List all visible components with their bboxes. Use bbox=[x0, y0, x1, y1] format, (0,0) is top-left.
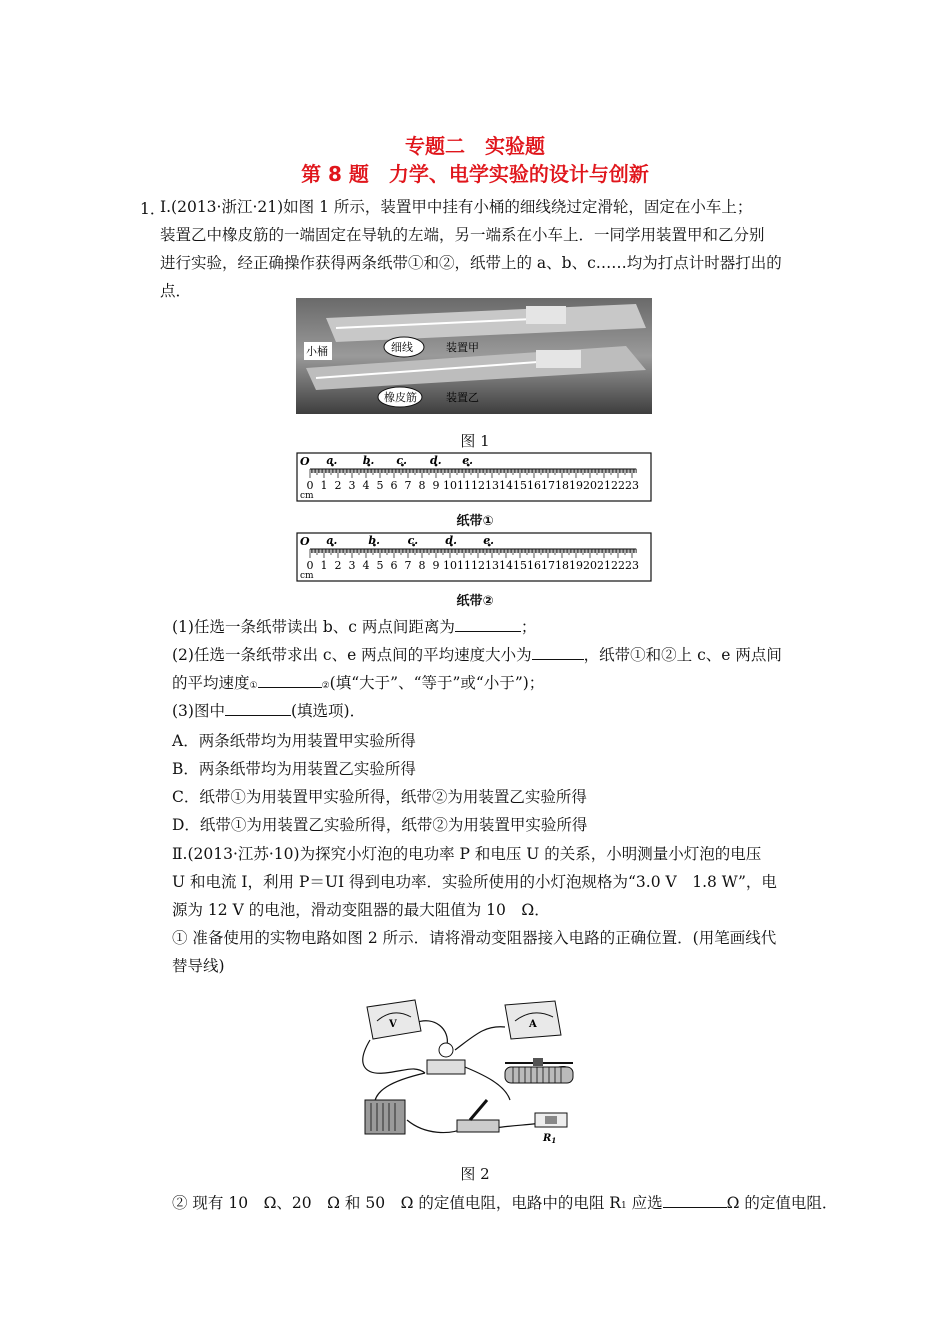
tape2-tick-label: 3 bbox=[348, 559, 356, 572]
tape2-point-label: c. bbox=[407, 534, 419, 547]
part2-line2: U 和电流 I，利用 P＝UI 得到电功率．实验所使用的小灯泡规格为“3.0 V 1.8 W”，电 bbox=[172, 873, 777, 891]
tape1-tick-label: 8 bbox=[418, 479, 426, 492]
part1-line2: 装置乙中橡皮筋的一端固定在导轨的左端，另一端系在小车上．一同学用装置甲和乙分别 bbox=[160, 226, 765, 244]
tape1-caption: 纸带① bbox=[456, 514, 494, 529]
sub-question-2 bbox=[172, 645, 782, 665]
option-b: B．两条纸带均为用装置乙实验所得 bbox=[172, 760, 416, 778]
tape2-point-label: e. bbox=[483, 534, 495, 547]
tape1-tick-label: 7 bbox=[404, 479, 412, 492]
part1-line3: 进行实验，经正确操作获得两条纸带①和②，纸带上的 a、b、c……均为打点计时器打出的 bbox=[160, 254, 782, 272]
figure1-caption: 图 1 bbox=[460, 432, 490, 450]
tape2-tick-label: 9 bbox=[432, 559, 440, 572]
sub2-text-d: (填“大于”、“等于”或“小于”)； bbox=[329, 674, 545, 692]
tape1-point-label: a. bbox=[326, 454, 338, 467]
part1-line4: 点． bbox=[160, 282, 192, 300]
line6-text-a: ② 现有 10 Ω、20 Ω 和 50 Ω 的定值电阻，电路中的电阻 R bbox=[172, 1194, 621, 1212]
sub1-end: ； bbox=[520, 618, 537, 636]
section-title: 专题二 实验题 bbox=[405, 134, 545, 158]
tape2-tick-label: 17 bbox=[541, 559, 555, 572]
sub2-subscript-2: ② bbox=[321, 681, 330, 691]
tape2-point-label: d. bbox=[445, 534, 457, 547]
tape2-tick-label: 7 bbox=[404, 559, 412, 572]
part2-line3: 源为 12 V 的电池，滑动变阻器的最大阻值为 10 Ω． bbox=[172, 901, 550, 919]
sub3-text-b: (填选项)． bbox=[290, 702, 366, 720]
tape1-ruler bbox=[296, 452, 652, 502]
tape1-tick-label: 11 bbox=[457, 479, 471, 492]
option-a: A．两条纸带均为用装置甲实验所得 bbox=[172, 732, 416, 750]
tape2-origin: O bbox=[300, 535, 310, 548]
rheostat bbox=[505, 1058, 573, 1083]
tape1-point-label: d. bbox=[430, 454, 442, 467]
line6-text-c: Ω 的定值电阻． bbox=[726, 1194, 838, 1212]
tape1-tick-label: 19 bbox=[569, 479, 583, 492]
figure2-circuit bbox=[355, 995, 595, 1145]
tape2-tick-label: 12 bbox=[471, 559, 485, 572]
answer-blank-3[interactable] bbox=[258, 673, 322, 688]
tape1-tick-label: 18 bbox=[555, 479, 569, 492]
tape2-tick-label: 18 bbox=[555, 559, 569, 572]
tape2-frame bbox=[297, 533, 651, 581]
tape2-tick-label: 13 bbox=[485, 559, 499, 572]
label-string: 细线 bbox=[391, 341, 413, 354]
tape2-tick-label: 19 bbox=[569, 559, 583, 572]
tape1-tick-label: 13 bbox=[485, 479, 499, 492]
tape1-tick-label: 1 bbox=[320, 479, 328, 492]
tape1-tick-label: 6 bbox=[390, 479, 398, 492]
tape1-tick-label: 5 bbox=[376, 479, 384, 492]
sub2-subscript-1: ① bbox=[249, 681, 258, 691]
tape1-tick-label: 9 bbox=[432, 479, 440, 492]
label-bucket: 小桶 bbox=[306, 345, 328, 358]
tape2-tick-label: 0 bbox=[306, 559, 314, 572]
answer-blank-1[interactable] bbox=[455, 617, 521, 632]
option-d: D．纸带①为用装置乙实验所得，纸带②为用装置甲实验所得 bbox=[172, 816, 588, 834]
tape1-tick-label: 16 bbox=[527, 479, 541, 492]
tape1-tick-label: 21 bbox=[597, 479, 611, 492]
part2-line5: 替导线) bbox=[172, 957, 225, 975]
battery bbox=[365, 1100, 405, 1134]
sub-question-2-cont bbox=[172, 673, 544, 696]
tape1-tick-label: 23 bbox=[625, 479, 639, 492]
tape2-tick-label: 23 bbox=[625, 559, 639, 572]
option-c: C．纸带①为用装置甲实验所得，纸带②为用装置乙实验所得 bbox=[172, 788, 587, 806]
voltmeter-symbol: V bbox=[389, 1019, 397, 1030]
ammeter bbox=[505, 1001, 561, 1039]
ammeter-symbol: A bbox=[529, 1019, 537, 1030]
part2-line1: Ⅱ.(2013·江苏·10)为探究小灯泡的电功率 P 和电压 U 的关系，小明测量小灯泡的电压 bbox=[172, 845, 762, 863]
sub2-text-a: (2)任选一条纸带求出 c、e 两点间的平均速度大小为 bbox=[172, 646, 532, 664]
tape1-tick-label: 20 bbox=[583, 479, 597, 492]
part2-line6 bbox=[172, 1193, 837, 1216]
tape2-tick-label: 2 bbox=[334, 559, 342, 572]
switch bbox=[457, 1100, 499, 1132]
resistor-r1 bbox=[535, 1113, 567, 1145]
tape2-tick-label: 1 bbox=[320, 559, 328, 572]
tape2-tick-label: 14 bbox=[499, 559, 513, 572]
voltmeter bbox=[367, 1000, 421, 1039]
tape1-point-label: c. bbox=[396, 454, 407, 467]
tape1-tick-label: 10 bbox=[443, 479, 457, 492]
label-device-b: 装置乙 bbox=[446, 391, 479, 404]
lamp bbox=[427, 1043, 465, 1074]
sub2-text-b: ，纸带①和②上 c、e 两点间 bbox=[583, 646, 782, 664]
tape2-unit: cm bbox=[300, 571, 314, 581]
sub-question-3 bbox=[172, 701, 365, 721]
tape1-tick-label: 14 bbox=[499, 479, 513, 492]
sub-question-1 bbox=[172, 617, 536, 637]
label-device-a: 装置甲 bbox=[446, 341, 479, 354]
tape1-point-label: e. bbox=[462, 454, 474, 467]
tape1-tick-label: 12 bbox=[471, 479, 485, 492]
tape1-tick-label: 17 bbox=[541, 479, 555, 492]
tape2-tick-label: 20 bbox=[583, 559, 597, 572]
resistor-label: $R_1$ bbox=[543, 1133, 557, 1145]
tape2-tick-label: 15 bbox=[513, 559, 527, 572]
tape2-point-label: b. bbox=[368, 534, 380, 547]
tape1-tick-label: 0 bbox=[306, 479, 314, 492]
line6-subscript: 1 bbox=[620, 1201, 627, 1211]
tape1-frame bbox=[297, 453, 651, 501]
part1-line1: Ⅰ.(2013·浙江·21)如图 1 所示，装置甲中挂有小桶的细线绕过定滑轮，固定在小车上； bbox=[160, 198, 753, 216]
sub3-text-a: (3)图中 bbox=[172, 702, 225, 720]
part2-line4: ① 准备使用的实物电路如图 2 所示．请将滑动变阻器接入电路的正确位置．(用笔画线代 bbox=[172, 929, 777, 947]
tape2-point-label: a. bbox=[326, 534, 338, 547]
figure2-caption: 图 2 bbox=[460, 1165, 490, 1183]
figure1-photo bbox=[296, 298, 652, 414]
answer-blank-5[interactable] bbox=[663, 1193, 727, 1208]
label-band: 橡皮筋 bbox=[384, 391, 417, 404]
tape1-tick-label: 3 bbox=[348, 479, 356, 492]
tape1-tick-label: 22 bbox=[611, 479, 625, 492]
tape1-point-label: b. bbox=[362, 454, 375, 467]
tape1-origin: O bbox=[300, 455, 310, 468]
tape1-tick-label: 2 bbox=[334, 479, 342, 492]
tape2-tick-label: 6 bbox=[390, 559, 398, 572]
sub1-text: (1)任选一条纸带读出 b、c 两点间距离为 bbox=[172, 618, 455, 636]
answer-blank-2[interactable] bbox=[532, 645, 584, 660]
tape2-tick-label: 21 bbox=[597, 559, 611, 572]
tape2-tick-label: 5 bbox=[376, 559, 384, 572]
question-number: 1． bbox=[140, 200, 166, 218]
tape1-unit: cm bbox=[300, 491, 314, 501]
answer-blank-4[interactable] bbox=[225, 701, 291, 716]
tape2-tick-label: 16 bbox=[527, 559, 541, 572]
tape2-tick-label: 11 bbox=[457, 559, 471, 572]
line6-text-b: 应选 bbox=[626, 1194, 663, 1212]
tape2-tick-label: 4 bbox=[362, 559, 370, 572]
tape2-ruler bbox=[296, 532, 652, 582]
tape2-tick-label: 8 bbox=[418, 559, 426, 572]
tape2-tick-label: 10 bbox=[443, 559, 457, 572]
tape1-tick-label: 4 bbox=[362, 479, 370, 492]
tape2-tick-label: 22 bbox=[611, 559, 625, 572]
question-title: 第 8 题 力学、电学实验的设计与创新 bbox=[301, 162, 649, 186]
sub2-text-c: 的平均速度 bbox=[172, 674, 250, 692]
tape1-tick-label: 15 bbox=[513, 479, 527, 492]
tape2-caption: 纸带② bbox=[456, 594, 494, 609]
